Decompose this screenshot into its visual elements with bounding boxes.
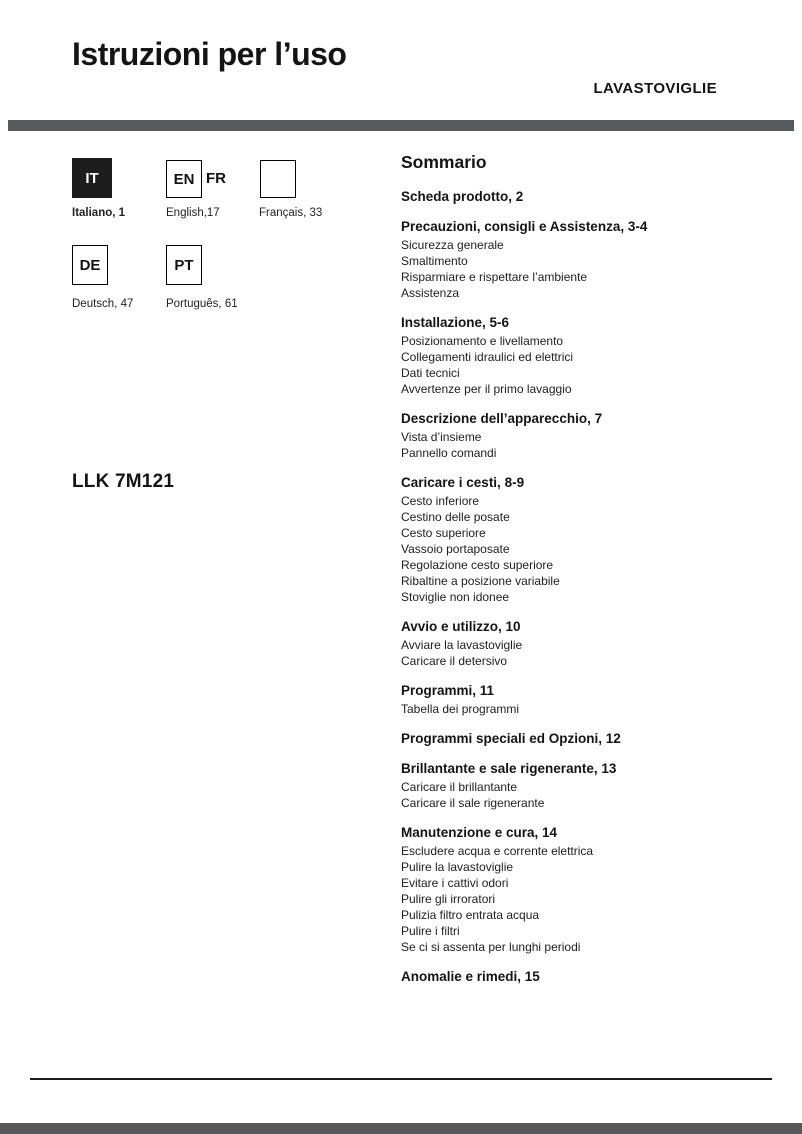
toc-section-title: Programmi, 11 [401,683,495,698]
toc-section [401,188,751,205]
bottom-hairline [30,1078,772,1080]
toc-section [401,824,751,955]
toc-item: Stoviglie non idonee [401,590,510,604]
table-of-contents [401,152,751,987]
language-label-deutsch: Deutsch, 47 [72,298,134,310]
toc-section-title: Descrizione dell’apparecchio, 7 [401,411,603,426]
toc-section [401,760,751,811]
language-code-pt: PT [174,256,194,274]
top-divider-bar [8,120,794,131]
toc-item: Avviare la lavastoviglie [401,638,523,652]
toc-item: Sicurezza generale [401,238,504,252]
toc-item: Pulire la lavastoviglie [401,860,514,874]
toc-item: Smaltimento [401,254,468,268]
toc-section [401,618,751,669]
toc-item: Regolazione cesto superiore [401,558,554,572]
toc-item: Escludere acqua e corrente elettrica [401,844,594,858]
toc-heading: Sommario [401,152,487,172]
toc-item: Pulire gli irroratori [401,892,496,906]
toc-section [401,474,751,605]
toc-section-title: Programmi speciali ed Opzioni, 12 [401,731,621,746]
language-box-fr-empty [260,160,296,198]
language-box-de [72,245,108,285]
language-label-francais: Français, 33 [259,207,323,219]
language-box-pt [166,245,202,285]
appliance-type-label: LAVASTOVIGLIE [593,80,717,97]
toc-section [401,410,751,461]
model-number: LLK 7M121 [72,471,175,492]
toc-item: Vassoio portaposate [401,542,510,556]
language-code-en: EN [173,170,195,188]
language-label-english: English,17 [166,207,220,219]
toc-item: Caricare il brillantante [401,780,518,794]
toc-item: Avvertenze per il primo lavaggio [401,382,572,396]
toc-item: Se ci si assenta per lunghi periodi [401,940,581,954]
language-code-it: IT [85,169,99,187]
toc-item: Collegamenti idraulici ed elettrici [401,350,574,364]
toc-item: Cestino delle posate [401,510,510,524]
toc-item: Cesto inferiore [401,494,480,508]
language-box-en [166,160,202,198]
toc-section-title: Brillantante e sale rigenerante, 13 [401,761,617,776]
toc-section [401,968,751,985]
toc-item: Posizionamento e livellamento [401,334,564,348]
toc-item: Evitare i cattivi odori [401,876,509,890]
toc-item: Dati tecnici [401,366,460,380]
page-title: Istruzioni per l’uso [72,36,347,72]
toc-section-title: Precauzioni, consigli e Assistenza, 3-4 [401,219,648,234]
language-label-italiano: Italiano, 1 [72,207,126,219]
toc-section-title: Installazione, 5-6 [401,315,510,330]
toc-section-title: Scheda prodotto, 2 [401,189,524,204]
toc-item: Ribaltine a posizione variabile [401,574,560,588]
toc-item: Vista d’insieme [401,430,482,444]
toc-section-title: Caricare i cesti, 8-9 [401,475,525,490]
toc-sections [401,188,751,985]
language-label-portugues: Português, 61 [166,298,238,310]
toc-item: Caricare il detersivo [401,654,508,668]
toc-section-title: Avvio e utilizzo, 10 [401,619,521,634]
toc-section [401,218,751,301]
toc-section [401,730,751,747]
language-code-de: DE [79,256,101,274]
toc-item: Risparmiare e rispettare l’ambiente [401,270,588,284]
bottom-divider-bar [0,1123,802,1134]
toc-item: Cesto superiore [401,526,486,540]
toc-item: Pulizia filtro entrata acqua [401,908,540,922]
toc-section [401,314,751,397]
language-code-fr: FR [206,170,226,187]
toc-section-title: Anomalie e rimedi, 15 [401,969,540,984]
toc-item: Pulire i filtri [401,924,460,938]
toc-section-title: Manutenzione e cura, 14 [401,825,558,840]
toc-item: Pannello comandi [401,446,497,460]
toc-section [401,682,751,717]
toc-item: Tabella dei programmi [401,702,520,716]
language-box-it [72,158,112,198]
toc-item: Assistenza [401,286,460,300]
toc-item: Caricare il sale rigenerante [401,796,545,810]
